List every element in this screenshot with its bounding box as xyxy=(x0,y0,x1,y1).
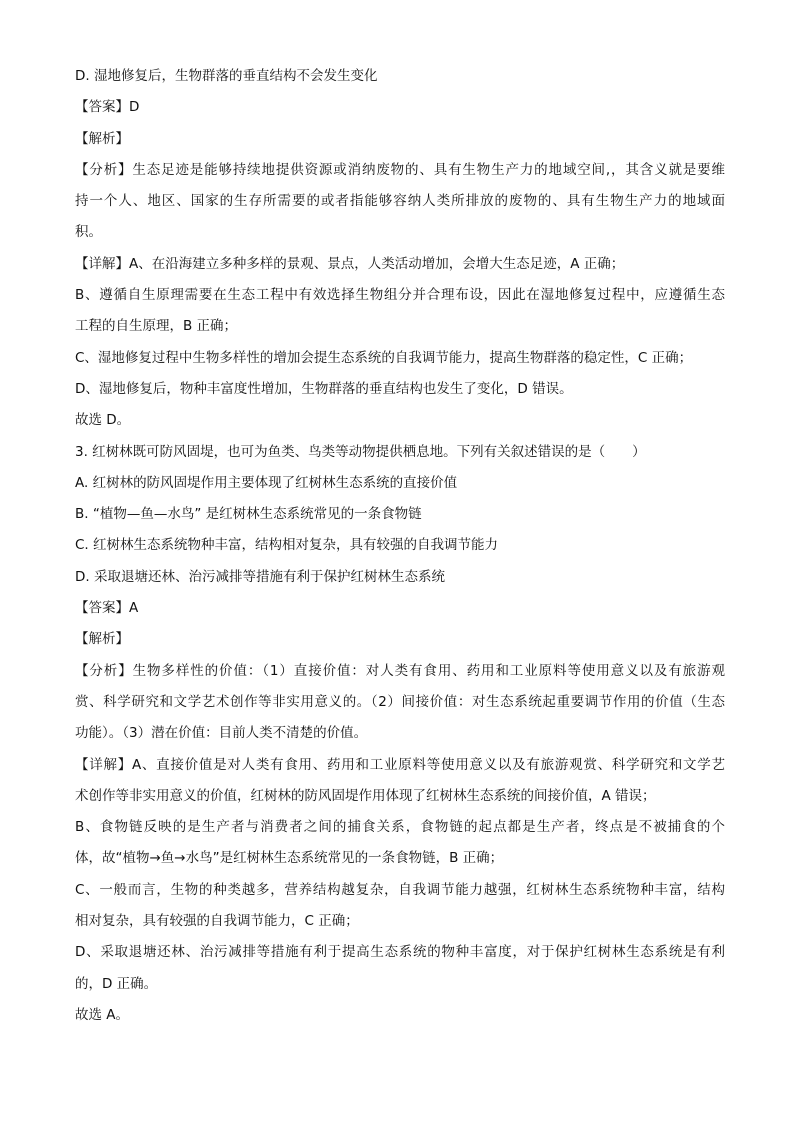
answer-label: 【答案】D xyxy=(75,99,140,116)
option-d-line: D. 湿地修复后，生物群落的垂直结构不会发生变化 xyxy=(75,68,378,84)
detail-paragraph-line: B、食物链反映的是生产者与消费者之间的捕食关系，食物链的起点都是生产者，终点是不被捕食的个 xyxy=(75,819,725,836)
analysis-paragraph-line: 持一个人、地区、国家的生存所需要的或者指能够容纳人类所排放的废物的、具有生物生产力的地域面 xyxy=(75,193,725,210)
detail-paragraph-line: 术创作等非实用意义的价值，红树林的防风固堤作用体现了红树林生态系统的间接价值，A 错误； xyxy=(75,787,656,804)
detail-paragraph-line: 【详解】A、在沿海建立多种多样的景观、景点，人类活动增加，会增大生态足迹，A 正确； xyxy=(75,255,625,272)
explanation-heading: 【解析】 xyxy=(75,631,129,648)
detail-paragraph-line: C、一般而言，生物的种类越多，营养结构越复杂，自我调节能力越强，红树林生态系统物种丰富，结构 xyxy=(75,881,725,898)
detail-paragraph-line: 相对复杂，具有较强的自我调节能力，C 正确； xyxy=(75,913,359,930)
explanation-heading: 【解析】 xyxy=(75,130,129,147)
conclusion-line: 故选 A。 xyxy=(75,1006,130,1023)
analysis-paragraph-line: 功能）。（3）潜在价值：目前人类不清楚的价值。 xyxy=(75,725,368,742)
analysis-paragraph-line: 积。 xyxy=(75,224,102,241)
question-stem: 3. 红树林既可防风固堤，也可为鱼类、鸟类等动物提供栖息地。下列有关叙述错误的是（ ） xyxy=(75,443,646,460)
option-d: D. 采取退塘还林、治污减排等措施有利于保护红树林生态系统 xyxy=(75,568,445,585)
detail-paragraph-line: 【详解】A、直接价值是对人类有食用、药用和工业原料等使用意义以及有旅游观赏、科学研究和文学艺 xyxy=(75,756,725,773)
detail-paragraph-line: 工程的自生原理，B 正确； xyxy=(75,318,238,335)
detail-paragraph-line: D、湿地修复后，物种丰富度性增加，生物群落的垂直结构也发生了变化，D 错误。 xyxy=(75,380,573,397)
detail-paragraph-line: D、采取退塘还林、治污减排等措施有利于提高生态系统的物种丰富度，对于保护红树林生态系统是有利 xyxy=(75,944,725,961)
option-c: C. 红树林生态系统物种丰富，结构相对复杂，具有较强的自我调节能力 xyxy=(75,537,499,554)
answer-label: 【答案】A xyxy=(75,600,139,617)
option-b: B. “植物—鱼—水鸟” 是红树林生态系统常见的一条食物链 xyxy=(75,506,422,523)
option-a: A. 红树林的防风固堤作用主要体现了红树林生态系统的直接价值 xyxy=(75,474,458,491)
analysis-paragraph-line: 【分析】生物多样性的价值：（1）直接价值：对人类有食用、药用和工业原料等使用意义以及有旅游观 xyxy=(75,662,725,679)
analysis-paragraph-line: 赏、科学研究和文学艺术创作等非实用意义的。（2）间接价值：对生态系统起重要调节作用的价值（生态 xyxy=(75,693,725,710)
detail-paragraph-line: 体，故“植物→鱼→水鸟”是红树林生态系统常见的一条食物链，B 正确； xyxy=(75,850,504,867)
detail-paragraph-line: B、遵循自生原理需要在生态工程中有效选择生物组分并合理布设，因此在湿地修复过程中，应遵循生态 xyxy=(75,287,725,304)
analysis-paragraph-line: 【分析】生态足迹是能够持续地提供资源或消纳废物的、具有生物生产力的地域空间,，其含义就是要维 xyxy=(75,161,725,178)
detail-paragraph-line: 的，D 正确。 xyxy=(75,975,158,992)
document-body xyxy=(75,66,725,1036)
detail-paragraph-line: C、湿地修复过程中生物多样性的增加会提生态系统的自我调节能力，提高生物群落的稳定性，C 正确； xyxy=(75,349,693,366)
conclusion-line: 故选 D。 xyxy=(75,412,131,429)
